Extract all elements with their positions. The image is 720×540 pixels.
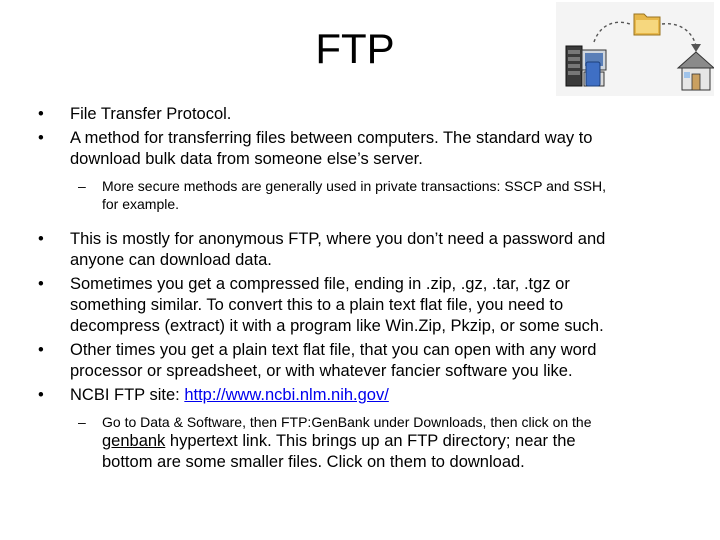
sub-bullet-item (38, 177, 678, 213)
ftp-graphic (556, 2, 714, 96)
genbank-link[interactable]: genbank (102, 432, 166, 450)
bullet-text: decompress (extract) it with a program like Win.Zip, Pkzip, or some such. (70, 317, 604, 335)
bullet-text: processor or spreadsheet, or with whatever fancier software you like. (70, 362, 573, 380)
bullet-text: something similar. To convert this to a plain text flat file, you need to (70, 296, 564, 314)
sub-bullet-marker: – (78, 414, 86, 430)
sub-bullet-text: Go to Data & Software, then FTP:GenBank under Downloads, then click on the (102, 414, 592, 430)
sub-bullet-marker: – (78, 178, 86, 194)
bullet-item (38, 274, 678, 337)
bullet-text: Sometimes you get a compressed file, ending in .zip, .gz, .tar, .tgz or (70, 275, 570, 293)
sub-bullet-text: for example. (102, 196, 180, 212)
sub-bullet-text: More secure methods are generally used in private transactions: SSCP and SSH, (102, 178, 606, 194)
bullet-item (38, 385, 678, 406)
bullet-text: A method for transferring files between computers. The standard way to (70, 129, 593, 147)
bullet-marker: • (38, 341, 44, 359)
slide-title: FTP (315, 25, 395, 72)
bullet-text: download bulk data from someone else’s server. (70, 150, 423, 168)
bullet-item (38, 340, 678, 382)
bullet-text: Other times you get a plain text flat file, that you can open with any word (70, 341, 597, 359)
bullet-item (38, 104, 678, 125)
bullet-text: anyone can download data. (70, 251, 272, 269)
bullet-text: File Transfer Protocol. (70, 105, 232, 123)
ncbi-link[interactable]: http://www.ncbi.nlm.nih.gov/ (184, 386, 389, 404)
bullet-marker: • (38, 386, 44, 404)
bullet-list (38, 104, 678, 477)
bullet-marker: • (38, 230, 44, 248)
sub-bullet-text: bottom are some smaller files. Click on them to download. (102, 453, 525, 471)
bullet-text: NCBI FTP site: (70, 386, 185, 404)
bullet-marker: • (38, 105, 44, 123)
bullet-marker: • (38, 129, 44, 147)
sub-bullet-item (38, 413, 678, 473)
sub-bullet-text: hypertext link. This brings up an FTP directory; near the (165, 432, 576, 450)
bullet-item (38, 128, 678, 170)
bullet-item (38, 229, 678, 271)
bullet-text: This is mostly for anonymous FTP, where you don’t need a password and (70, 230, 606, 248)
bullet-marker: • (38, 275, 44, 293)
server-computer-icon (566, 46, 606, 86)
folder-icon (634, 14, 660, 35)
